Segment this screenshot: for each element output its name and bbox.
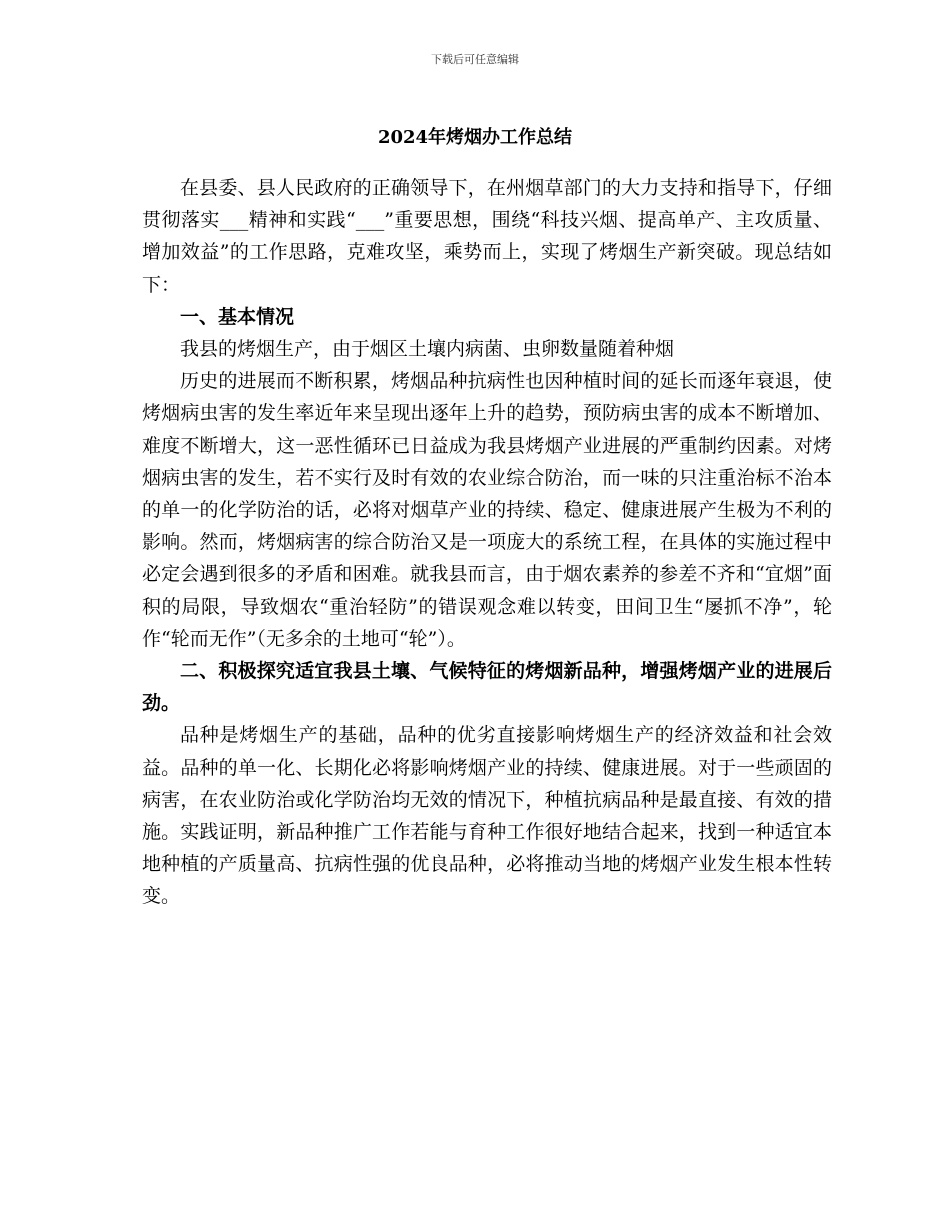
page-header: 下载后可任意编辑 — [431, 53, 519, 66]
document-body — [142, 172, 832, 913]
paragraph-1a: 我县的烤烟生产，由于烟区土壤内病菌、虫卵数量随着种烟 — [180, 338, 675, 361]
paragraph-1b: 历史的进展而不断积累，烤烟品种抗病性也因种植时间的延长而逐年衰退，使烤烟病虫害的发生率近年来呈现出逐年上升的趋势，预防病虫害的成本不断增加、难度不断增大，这一恶性循环已日益成为我县烤烟产业进展的严重制约因素。对烤烟病虫害的发生，若不实行及时有效的农业综合防治，而一味的只注重治标不治本的单一的化学防治的话，必将对烟草产业的持续、稳定、健康进展产生极为不利的影响。然而，烤烟病害的综合防治又是一项庞大的系统工程，在具体的实施过程中必定会遇到很多的矛盾和困难。就我县而言，由于烟农素养的参差不齐和“宜烟”面积的局限，导致烟农“重治轻防”的错误观念难以转变，田间卫生“屡抓不净”，轮作“轮而无作”（无多余的土地可“轮”）。 — [142, 370, 832, 650]
section-heading-2: 二、积极探究适宜我县土壤、气候特征的烤烟新品种，增强烤烟产业的进展后劲。 — [142, 660, 832, 715]
paragraph-intro: 在县委、县人民政府的正确领导下，在州烟草部门的大力支持和指导下，仔细贯彻落实___精神和实践“___”重要思想，围绕“科技兴烟、提高单产、主攻质量、增加效益”的工作思路，克难攻坚，乘势而上，实现了烤烟生产新突破。现总结如下： — [142, 177, 832, 296]
section-heading-1: 一、基本情况 — [180, 305, 295, 328]
paragraph-2: 品种是烤烟生产的基础，品种的优劣直接影响烤烟生产的经济效益和社会效益。品种的单一化、长期化必将影响烤烟产业的持续、健康进展。对于一些顽固的病害，在农业防治或化学防治均无效的情况下，种植抗病品种是最直接、有效的措施。实践证明，新品种推广工作若能与育种工作很好地结合起来，找到一种适宜本地种植的产质量高、抗病性强的优良品种，必将推动当地的烤烟产业发生根本性转变。 — [142, 724, 832, 908]
document-title: 2024年烤烟办工作总结 — [377, 127, 573, 148]
